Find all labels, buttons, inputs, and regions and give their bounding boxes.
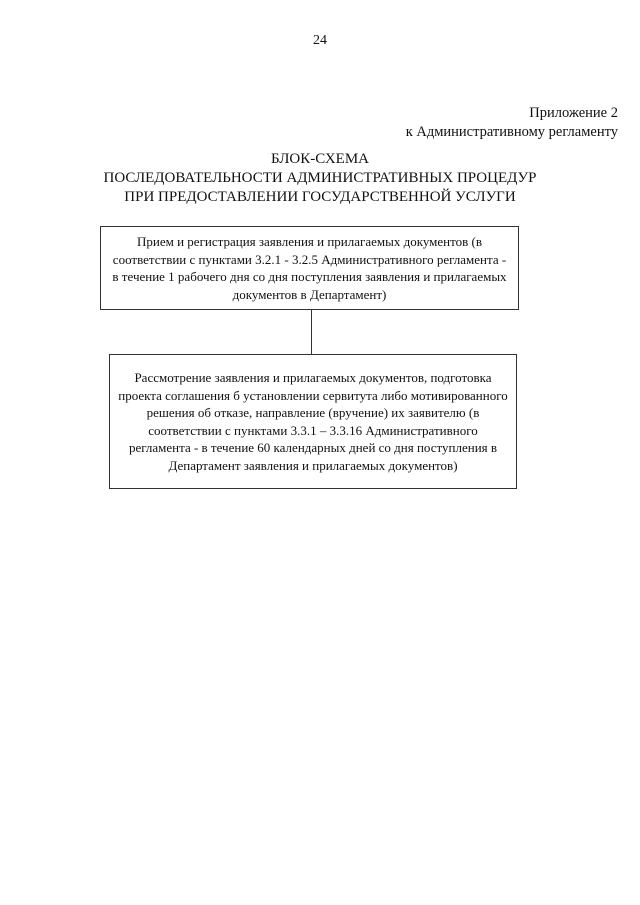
flowchart-connector — [311, 310, 312, 354]
heading-line-3: ПРИ ПРЕДОСТАВЛЕНИИ ГОСУДАРСТВЕННОЙ УСЛУГИ — [124, 189, 516, 205]
step-1-text: Прием и регистрация заявления и прилагаемых документов (в соответствии с пунктами 3.2.1 - 3.2.5 Административного регламента - в течение 1 рабочего дня со дня поступления заявления и прилагаемых документов в Департамент) — [112, 234, 507, 302]
step-2-text: Рассмотрение заявления и прилагаемых документов, подготовка проекта соглашения б установлении сервитута либо мотивированного решения об отказе, направление (вручение) их заявителю (в соответствии с пунктами 3.3.1 – 3.3.16 Административного регламента - в течение 60 календарных дней со дня поступления в Департамент заявления и прилагаемых документов) — [118, 370, 508, 473]
page-number: 24 — [313, 33, 327, 48]
heading-line-2: ПОСЛЕДОВАТЕЛЬНОСТИ АДМИНИСТРАТИВНЫХ ПРОЦЕДУР — [103, 170, 537, 186]
heading-line-1: БЛОК-СХЕМА — [270, 151, 370, 167]
appendix-subtitle: к Административному регламенту — [405, 124, 618, 140]
flowchart-step-reception — [100, 226, 519, 310]
flowchart-heading — [0, 150, 640, 207]
appendix-title: Приложение 2 — [529, 105, 618, 121]
flowchart-step-review — [109, 354, 517, 489]
appendix-reference — [406, 104, 618, 142]
